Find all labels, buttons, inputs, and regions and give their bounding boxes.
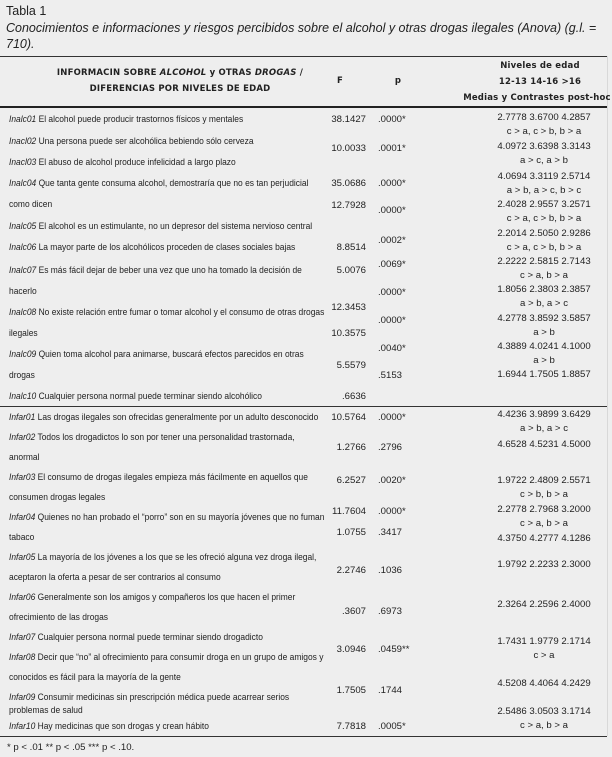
header-p: p (394, 76, 402, 86)
row-text-inner (9, 220, 312, 233)
item-code: Inalc08 (9, 307, 37, 318)
row-text (9, 198, 309, 211)
row-text-inner (9, 651, 323, 664)
p-value: .0069* (378, 259, 406, 270)
item-text: consumen drogas legales (9, 492, 106, 503)
row-text-inner (9, 591, 295, 604)
section-divider (0, 406, 607, 407)
f-value: 12.7928 (331, 200, 366, 211)
row-text (9, 704, 309, 717)
means-contrast: c > a, b > a (519, 518, 568, 529)
item-code: Inalc01 (9, 114, 37, 125)
row-text (9, 691, 309, 704)
item-text: La mayoría de los jóvenes a los que se les ofreció alguna vez droga ilegal, (35, 552, 317, 563)
row-text (9, 327, 309, 340)
row-text (9, 135, 309, 148)
table-bottom-border (0, 736, 607, 737)
means-contrast: 1.9722 2.4809 2.5571 (497, 475, 591, 486)
means-contrast: 1.8056 2.3803 2.3857 (497, 284, 591, 295)
item-text: drogas (9, 370, 35, 381)
row-text (9, 671, 309, 684)
row-text-inner (9, 327, 38, 340)
row-text-inner (9, 531, 34, 544)
item-text: Quienes no han probado el “porro” son en su mayoría jóvenes que no fuman (35, 512, 325, 523)
item-code: Infar01 (9, 412, 36, 423)
p-value: .2796 (378, 442, 403, 453)
caption-title: Conocimientos e informaciones y riesgos percibidos sobre el alcohol y otras drogas ilegales (Anova) (g.l. = 710). (6, 21, 597, 51)
row-text-inner (9, 551, 316, 564)
header-info (55, 65, 305, 97)
f-value: 1.0755 (336, 527, 366, 538)
means-contrast: 4.0972 3.6398 3.3143 (497, 141, 591, 152)
row-text-inner (9, 241, 295, 254)
row-text (9, 551, 317, 564)
means-contrast: 1.7431 1.9779 2.1714 (497, 636, 591, 647)
item-code: Infar07 (9, 632, 36, 643)
p-value: .0020* (378, 475, 406, 486)
f-value: 3.0946 (336, 644, 366, 655)
row-text-inner (9, 511, 324, 524)
item-text: aceptaron la oferta a pesar de ser contrarios al consumo (9, 572, 221, 583)
f-value: 12.3453 (331, 302, 366, 313)
item-text: El alcohol puede producir trastornos físicos y mentales (36, 114, 244, 125)
item-text: Consumir medicinas sin prescripción médica puede acarrear serios (35, 692, 290, 703)
item-text: Una persona puede ser alcohólica bebiendo sólo cerveza (36, 136, 254, 147)
row-text-inner (9, 113, 243, 126)
p-value: .5153 (378, 370, 403, 381)
row-text (9, 177, 309, 190)
item-code: Infar02 (9, 432, 36, 443)
row-text-inner (9, 671, 181, 684)
means-contrast: c > b, b > a (519, 489, 568, 500)
item-code: Inalc04 (9, 178, 37, 189)
p-value: .3417 (378, 527, 403, 538)
row-text-inner (9, 198, 52, 211)
item-text: ilegales (9, 328, 38, 339)
row-text-inner (9, 471, 308, 484)
row-text-inner (9, 135, 254, 148)
row-text (9, 511, 325, 524)
item-code: Inalc05 (9, 221, 37, 232)
item-code: Infar06 (9, 592, 36, 603)
f-value: 5.5579 (336, 360, 366, 371)
item-text: Las drogas ilegales son ofrecidas generalmente por un adulto desconocido (35, 412, 319, 423)
row-text-inner (9, 431, 295, 444)
row-text-inner (9, 411, 318, 424)
p-value: .0000* (378, 287, 406, 298)
means-contrast: a > c, a > b (519, 155, 568, 166)
row-text-inner (9, 390, 262, 403)
row-text (9, 306, 325, 319)
means-contrast: 4.4236 3.9899 3.6429 (497, 409, 591, 420)
row-text-inner (9, 691, 289, 704)
p-value: .0002* (378, 235, 406, 246)
item-text: El consumo de drogas ilegales empieza más fácilmente en aquellos que (35, 472, 308, 483)
row-text (9, 369, 309, 382)
row-text (9, 348, 309, 361)
footnote: * p < .01 ** p < .05 *** p < .10. (7, 742, 135, 753)
row-text-inner (9, 369, 35, 382)
means-contrast: c > a (533, 650, 555, 661)
row-text-inner (9, 491, 105, 504)
item-text: como dicen (9, 199, 53, 210)
means-contrast: a > b (533, 355, 555, 366)
means-contrast: c > a, c > b, b > a (506, 242, 582, 253)
item-text: Es más fácil dejar de beber una vez que uno ha tomado la decisión de (36, 265, 302, 276)
means-contrast: 2.2222 2.5815 2.7143 (497, 256, 591, 267)
row-text-inner (9, 156, 236, 169)
header-info-part2: y OTRAS (206, 68, 255, 78)
row-text (9, 220, 313, 233)
header-f: F (336, 76, 343, 86)
means-contrast: 4.3889 4.0241 4.1000 (497, 341, 591, 352)
item-text: Cualquier persona normal puede terminar siendo drogadicto (35, 632, 263, 643)
header-niveles: Niveles de edad (500, 61, 580, 71)
header-info-drogas: DROGAS (254, 68, 297, 78)
p-value: .1036 (378, 565, 403, 576)
item-text: Que tanta gente consuma alcohol, demostraría que no es tan perjudicial (36, 178, 309, 189)
f-value: 6.2527 (336, 475, 366, 486)
row-text (9, 451, 309, 464)
f-value: 38.1427 (331, 114, 366, 125)
item-text: La mayor parte de los alcohólicos proceden de clases sociales bajas (36, 242, 296, 253)
item-code: Inalc10 (9, 391, 37, 402)
item-text: ofrecimiento de las drogas (9, 612, 109, 623)
p-value: .0000* (378, 178, 406, 189)
f-value: .3607 (341, 606, 366, 617)
caption-label: Tabla 1 (6, 4, 47, 18)
f-value: 11.7604 (332, 506, 366, 517)
f-value: 1.2766 (336, 442, 366, 453)
p-value: .1744 (378, 685, 403, 696)
means-contrast: c > a, b > a (519, 720, 568, 731)
means-contrast: 4.6528 4.5231 4.5000 (497, 439, 591, 450)
means-contrast: 1.6944 1.7505 1.8857 (497, 369, 591, 380)
item-text: conocidos es fácil para la mayoría de la gente (9, 672, 181, 683)
means-contrast: c > a, c > b, b > a (506, 126, 582, 137)
row-text (9, 631, 309, 644)
item-text: Cualquier persona normal puede terminar siendo alcohólico (36, 391, 262, 402)
means-contrast: a > b, a > c (519, 298, 568, 309)
means-contrast: 2.4028 2.9557 3.2571 (497, 199, 591, 210)
item-text: problemas de salud (9, 705, 83, 716)
item-code: Inalc09 (9, 349, 37, 360)
row-text (9, 491, 309, 504)
item-text: tabaco (9, 532, 35, 543)
p-value: .6973 (378, 606, 403, 617)
item-text: Hay medicinas que son drogas y crean hábito (35, 721, 209, 732)
p-value: .0459** (378, 644, 410, 655)
item-code: Infar03 (9, 472, 36, 483)
means-contrast: c > a, b > a (519, 270, 568, 281)
item-code: Infar08 (9, 652, 36, 663)
row-text-inner (9, 285, 37, 298)
means-contrast: a > b (533, 327, 555, 338)
row-text-inner (9, 704, 83, 717)
f-value: 1.7505 (336, 685, 366, 696)
f-value: 7.7818 (336, 721, 366, 732)
f-value: 10.0033 (331, 143, 366, 154)
f-value: 35.0686 (331, 178, 366, 189)
header-info-line2: DIFERENCIAS POR NIVELES DE EDAD (89, 84, 271, 94)
row-text (9, 571, 309, 584)
header-medias: Medias y Contrastes post-hoc (463, 93, 611, 103)
row-text (9, 591, 309, 604)
means-contrast: 4.0694 3.3119 2.5714 (497, 171, 591, 182)
row-text (9, 611, 309, 624)
p-value: .0000* (378, 506, 406, 517)
means-contrast: a > b, a > c, b > c (506, 185, 582, 196)
p-value: .0005* (378, 721, 406, 732)
item-code: Infar09 (9, 692, 36, 703)
row-text (9, 285, 309, 298)
means-contrast: 2.2014 2.5050 2.9286 (497, 228, 591, 239)
item-text: Generalmente son los amigos y compañeros los que hacen el primer (35, 592, 296, 603)
table-right-edge (607, 56, 608, 736)
f-value: 10.5764 (331, 412, 366, 423)
item-text: El alcohol es un estimulante, no un depresor del sistema nervioso central (36, 221, 313, 232)
row-text (9, 411, 319, 424)
item-text: Todos los drogadictos lo son por tener una personalidad trastornada, (35, 432, 295, 443)
item-text: No existe relación entre fumar o tomar alcohol y el consumo de otras drogas (36, 307, 325, 318)
p-value: .0040* (378, 343, 406, 354)
row-text-inner (9, 611, 108, 624)
p-value: .0000* (378, 315, 406, 326)
row-text-inner (9, 348, 304, 361)
header-bottom-border (0, 106, 607, 108)
item-code: Inacl02 (9, 136, 37, 147)
row-text (9, 651, 324, 664)
f-value: 10.3575 (331, 328, 366, 339)
header-ages: 12-13 14-16 >16 (498, 77, 582, 87)
item-code: Infar05 (9, 552, 36, 563)
row-text (9, 390, 309, 403)
row-text-inner (9, 571, 221, 584)
item-text: anormal (9, 452, 40, 463)
means-contrast: c > a, c > b, b > a (506, 213, 582, 224)
row-text (9, 264, 309, 277)
means-contrast: 4.2778 3.8592 3.5857 (497, 313, 591, 324)
row-text (9, 113, 309, 126)
item-text: Decir que “no” al ofrecimiento para consumir droga en un grupo de amigos y (35, 652, 324, 663)
means-contrast: 2.5486 3.0503 3.1714 (497, 706, 591, 717)
means-contrast: 1.9792 2.2233 2.3000 (497, 559, 591, 570)
row-text (9, 531, 309, 544)
item-code: Infar04 (9, 512, 36, 523)
item-code: Infar10 (9, 721, 36, 732)
f-value: 5.0076 (336, 265, 366, 276)
item-text: hacerlo (9, 286, 37, 297)
means-contrast: 4.3750 4.2777 4.1286 (497, 533, 591, 544)
header-info-part1: INFORMACIN SOBRE (56, 68, 160, 78)
means-contrast: 2.2778 2.7968 3.2000 (497, 504, 591, 515)
p-value: .0001* (378, 143, 406, 154)
row-text-inner (9, 264, 302, 277)
row-text-inner (9, 720, 209, 733)
row-text (9, 156, 309, 169)
means-contrast: 4.5208 4.4064 4.2429 (497, 678, 591, 689)
item-code: Inalc06 (9, 242, 37, 253)
row-text-inner (9, 451, 40, 464)
row-text (9, 431, 309, 444)
means-contrast: a > b, a > c (519, 423, 568, 434)
item-text: Quien toma alcohol para animarse, buscará efectos parecidos en otras (36, 349, 304, 360)
means-contrast: 2.3264 2.2596 2.4000 (497, 599, 591, 610)
f-value: .6636 (341, 391, 366, 402)
table-top-border (0, 56, 607, 57)
item-code: Inacl03 (9, 157, 37, 168)
f-value: 2.2746 (336, 565, 366, 576)
row-text (9, 241, 309, 254)
row-text-inner (9, 177, 308, 190)
header-info-part3: / (296, 68, 304, 78)
row-text (9, 720, 309, 733)
row-text-inner (9, 306, 324, 319)
item-code: Inalc07 (9, 265, 37, 276)
p-value: .0000* (378, 412, 406, 423)
f-value: 8.8514 (336, 242, 366, 253)
header-info-line1 (55, 65, 305, 81)
p-value: .0000* (378, 205, 406, 216)
means-contrast: 2.7778 3.6700 4.2857 (497, 112, 591, 123)
header-info-alcohol: ALCOHOL (159, 68, 207, 78)
row-text-inner (9, 631, 263, 644)
p-value: .0000* (378, 114, 406, 125)
row-text (9, 471, 309, 484)
item-text: El abuso de alcohol produce infelicidad a largo plazo (36, 157, 236, 168)
